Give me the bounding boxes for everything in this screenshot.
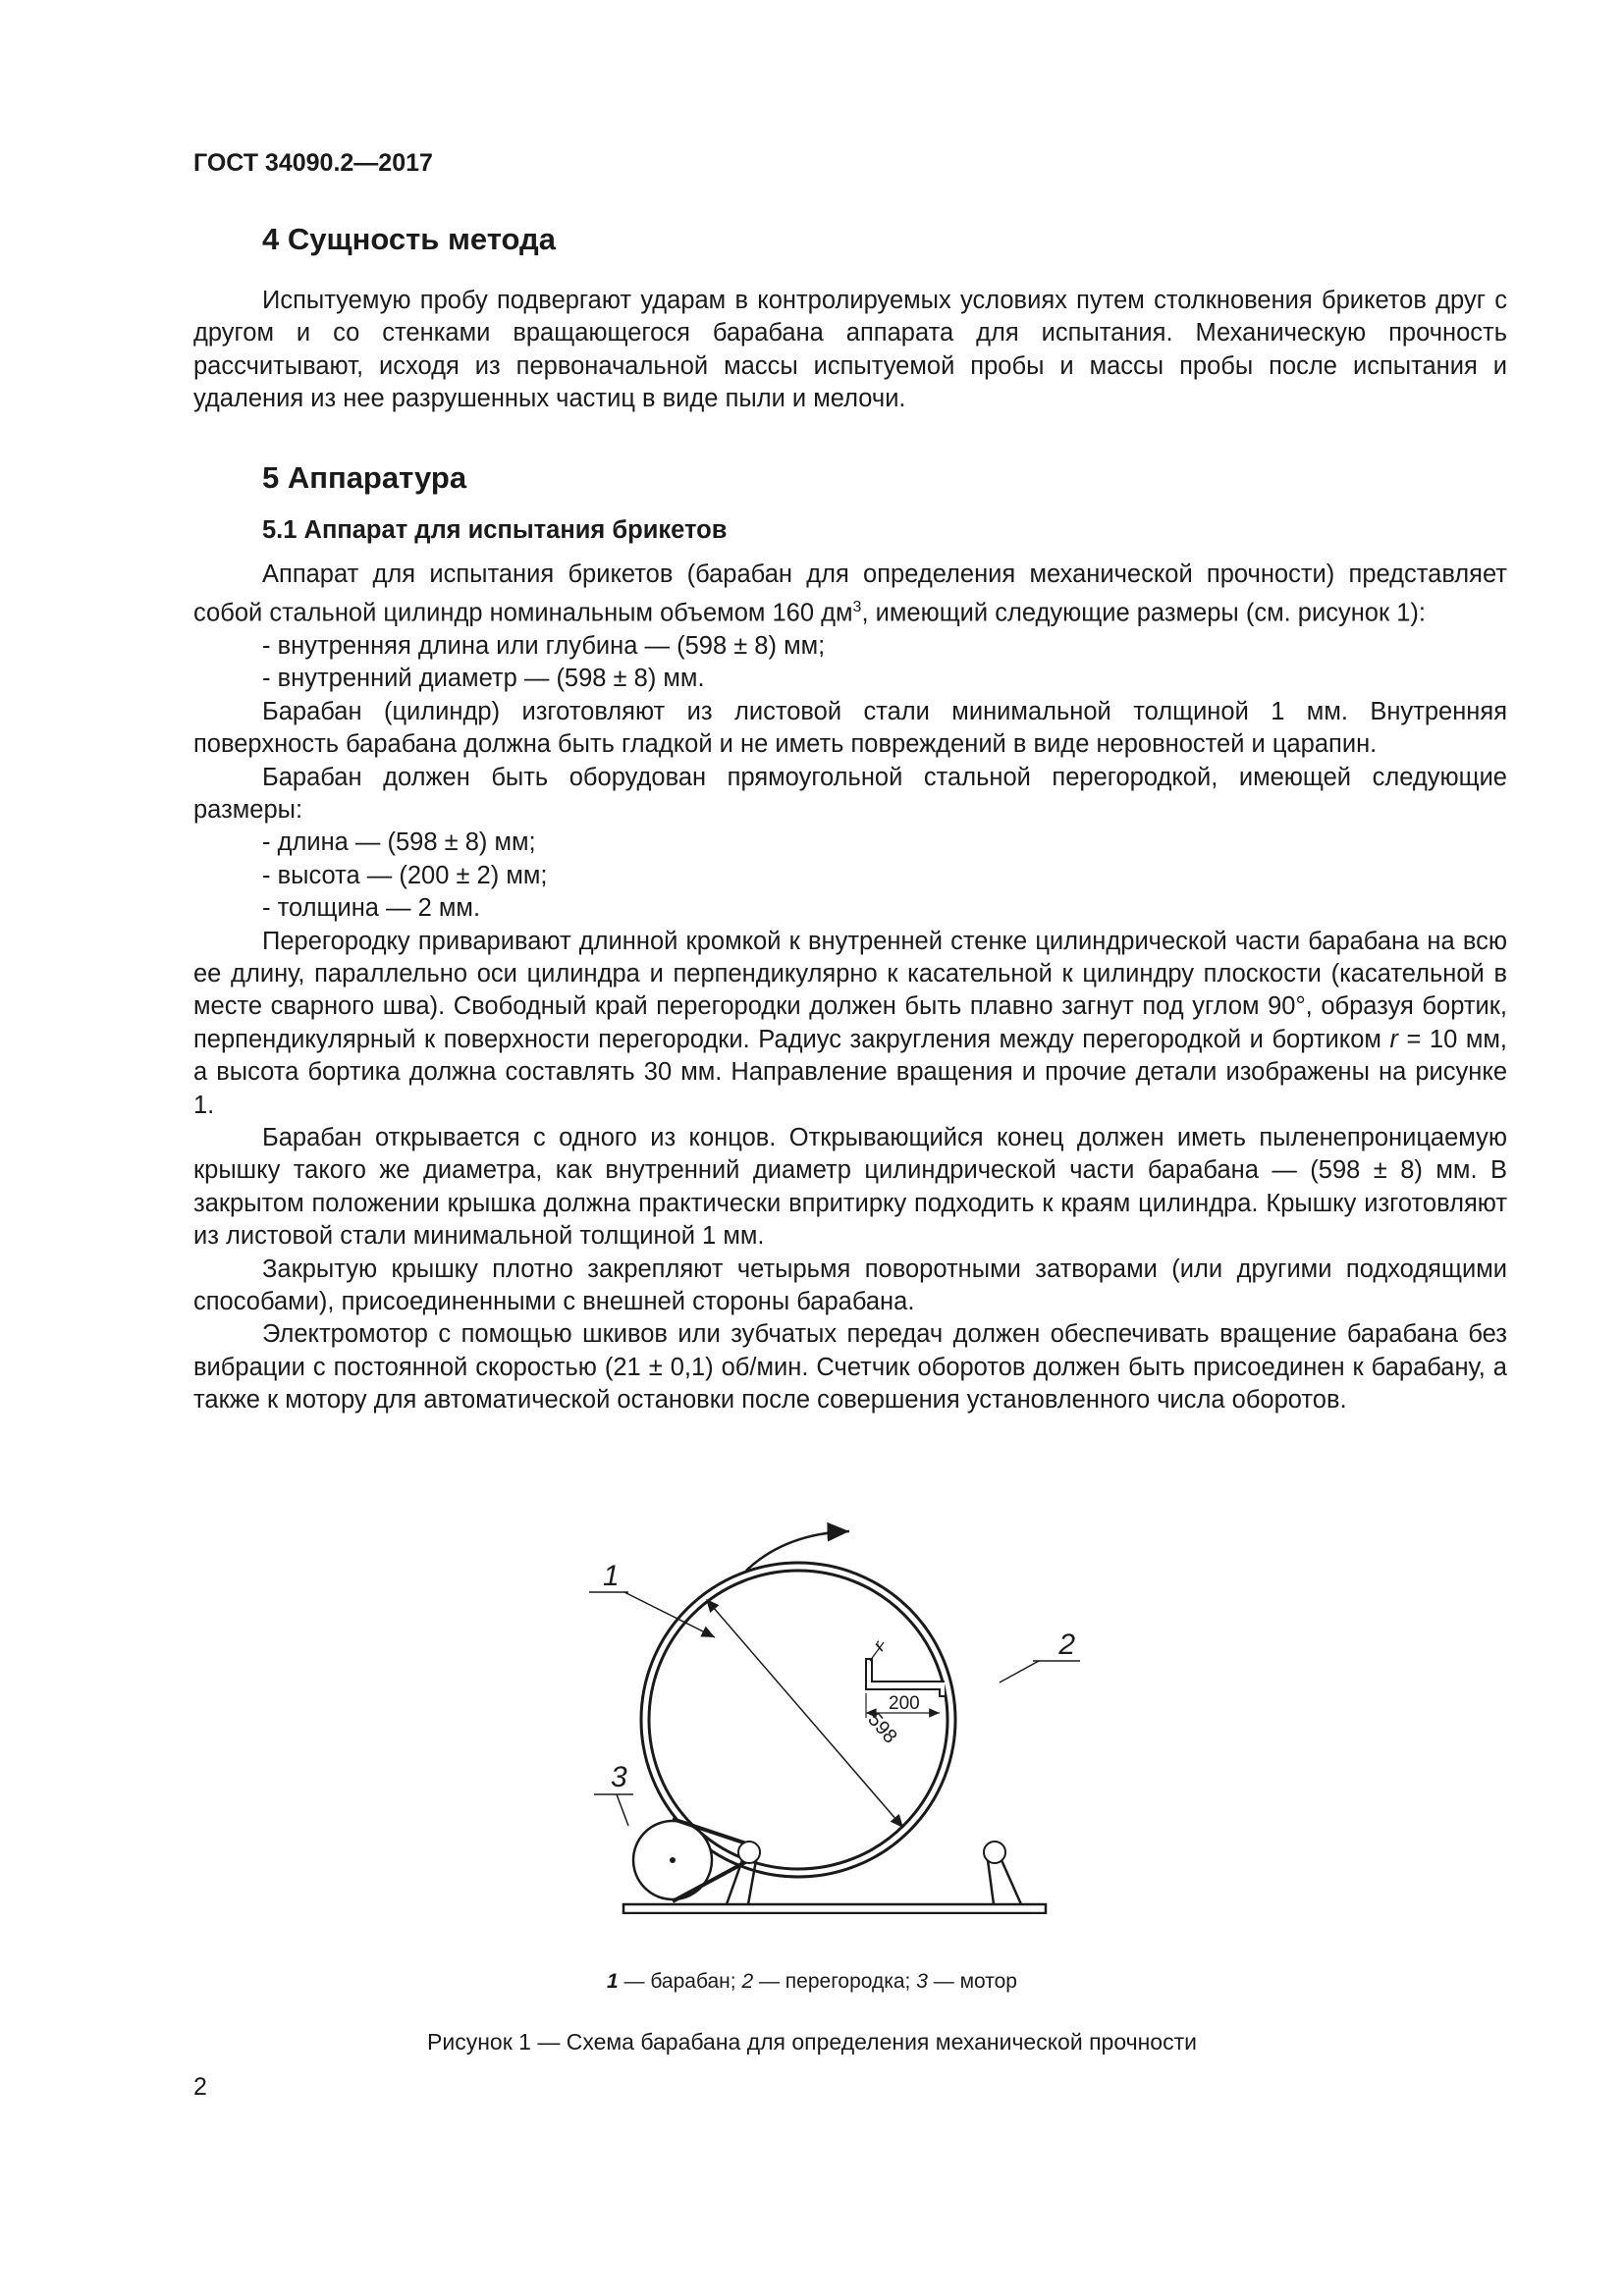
motor-paragraph: Электромотор с помощью шкивов или зубчатых передач должен обеспечивать вращение барабана без вибрации с постоянной скоростью (21 ± 0,1) об/мин. Счетчик оборотов должен быть присоединен к барабану, а также к мотору для автоматической остановки после совершения установленного числа оборотов. bbox=[193, 1320, 1507, 1415]
height-label: 200 bbox=[889, 1693, 920, 1714]
dimension-item-diameter: - внутренний диаметр — (598 ± 8) мм. bbox=[262, 665, 705, 693]
section-4-title: 4 Сущность метода bbox=[262, 222, 556, 256]
intro-text: Аппарат для испытания брикетов (барабан для определения механической прочности) представляет собой стальной цилиндр номинальным объемом 160 дм bbox=[193, 560, 1507, 627]
figure-caption: Рисунок 1 — Схема барабана для определения механической прочности bbox=[427, 2029, 1197, 2055]
label-2-leader bbox=[1000, 1661, 1039, 1682]
figure-legend bbox=[0, 1970, 1624, 1994]
standard-code: ГОСТ 34090.2—2017 bbox=[193, 149, 433, 177]
subsection-5-1-title: 5.1 Аппарат для испытания брикетов bbox=[262, 515, 728, 544]
base-frame bbox=[623, 1904, 1046, 1913]
lid-paragraph: Барабан открывается с одного из концов. Открывающийся конец должен иметь пыленепроницаемую крышку такого же диаметра, как внутренний диаметр цилиндрической части барабана — (598 ± 8) мм. В закрытом положении крышка должна практически впритирку подходить к краям цилиндра. Крышку изготовляют из листовой стали минимальной толщиной 1 мм. bbox=[193, 1124, 1507, 1251]
drum-diagram bbox=[589, 1512, 1080, 1914]
main-content bbox=[193, 221, 1507, 1417]
label-2: 2 bbox=[1058, 1629, 1075, 1661]
weld-paragraph bbox=[193, 926, 1507, 1122]
label-3: 3 bbox=[611, 1761, 627, 1793]
partition-thickness-item: - толщина — 2 мм. bbox=[262, 894, 481, 923]
latches-paragraph: Закрытую крышку плотно закрепляют четырьмя поворотными затворами (или другими подходящими способами), присоединенными с внешней стороны барабана. bbox=[193, 1255, 1507, 1316]
page-number: 2 bbox=[193, 2073, 207, 2101]
section-4-paragraph: Испытуемую пробу подвергают ударам в контролируемых условиях путем столкновения брикетов друг с другом и со стенками вращающегося барабана аппарата для испытания. Механическую прочность рассчитывают, исходя из первоначальной массы испытуемой пробы и массы пробы после испытания и удаления из нее разрушенных частиц в виде пыли и мелочи. bbox=[193, 287, 1507, 413]
roller-left bbox=[738, 1842, 760, 1863]
intro-text-end: , имеющий следующие размеры (см. рисунок 1): bbox=[861, 599, 1426, 627]
section-5-title: 5 Аппаратура bbox=[262, 459, 467, 495]
weld-text: Перегородку приваривают длинной кромкой к внутренней стенке цилиндрической части барабана на всю ее длину, параллельно оси цилиндра и перпендикулярно к касательной к цилиндру плоскости (касательной в месте сварного шва). Свободный край перегородки должен быть плавно загнут под углом 90°, образуя бортик, перпендикулярный к поверхности перегородки. Радиус закругления между перегородкой и бортиком bbox=[193, 927, 1507, 1053]
apparatus-intro-paragraph bbox=[193, 559, 1507, 630]
superscript: 3 bbox=[852, 599, 862, 616]
spacer bbox=[193, 416, 1507, 459]
partition-paragraph: Барабан должен быть оборудован прямоугольной стальной перегородкой, имеющей следующие размеры: bbox=[193, 763, 1507, 824]
partition-height-item: - высота — (200 ± 2) мм; bbox=[262, 861, 548, 889]
drum-paragraph: Барабан (цилиндр) изготовляют из листовой стали минимальной толщиной 1 мм. Внутренняя поверхность барабана должна быть гладкой и не иметь повреждений в виде неровностей и царапин. bbox=[193, 697, 1507, 759]
label-3-leader bbox=[617, 1794, 628, 1826]
diameter-label: 598 bbox=[863, 1708, 901, 1748]
rotation-arrow bbox=[746, 1531, 849, 1571]
support-right bbox=[988, 1860, 1021, 1904]
motor-shaft bbox=[670, 1857, 676, 1863]
legend-text-2: — перегородка; bbox=[753, 1970, 917, 1993]
dimension-item-length: - внутренняя длина или глубина — (598 ± 8) мм; bbox=[262, 631, 826, 660]
label-1: 1 bbox=[603, 1560, 620, 1592]
legend-num-2: 2 bbox=[741, 1970, 754, 1993]
legend-text-1: — барабан; bbox=[618, 1970, 742, 1993]
weld-text-end: = 10 мм, а высота бортика должна составлять 30 мм. Направление вращения и прочие детали изображены на рисунке 1. bbox=[193, 1025, 1507, 1119]
legend-num-1: 1 bbox=[607, 1970, 619, 1993]
partition bbox=[866, 1659, 945, 1696]
radius-symbol: r bbox=[1389, 1025, 1398, 1053]
legend-num-3: 3 bbox=[916, 1970, 928, 1993]
legend-text-3: — мотор bbox=[927, 1970, 1017, 1993]
partition-length-item: - длина — (598 ± 8) мм; bbox=[262, 828, 536, 857]
radius-label: r bbox=[869, 1637, 890, 1656]
